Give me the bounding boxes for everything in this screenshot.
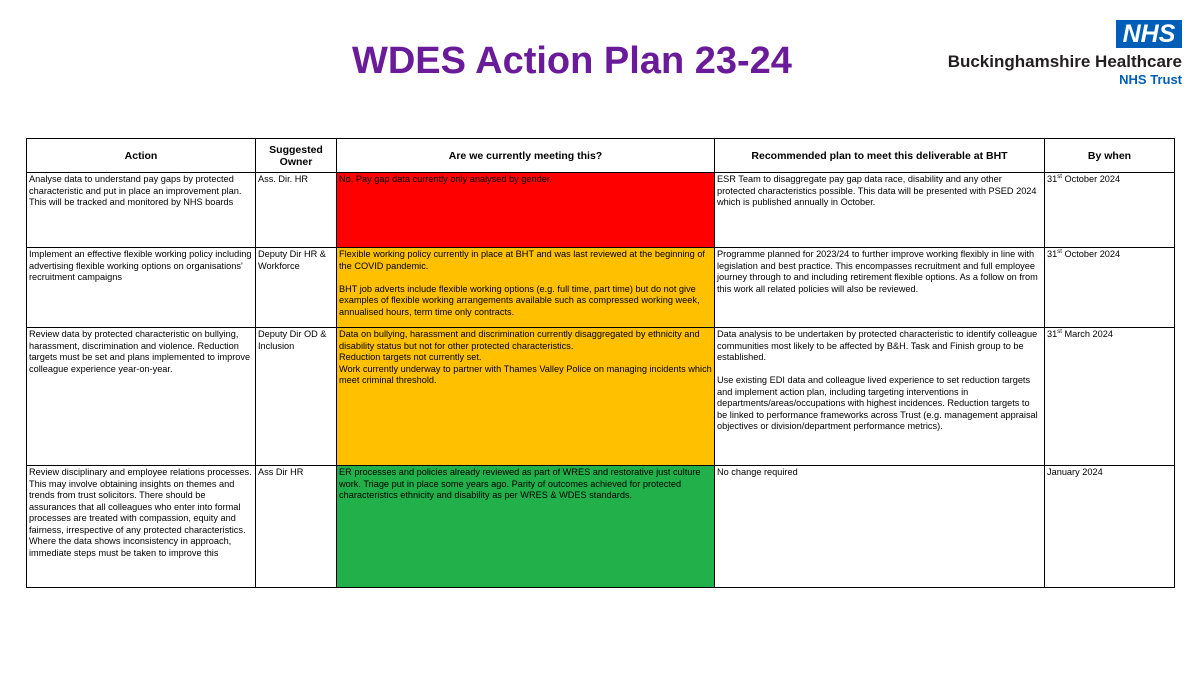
- when-rest: October 2024: [1061, 174, 1121, 184]
- when-cell: [1045, 248, 1175, 328]
- col-header-status: Are we currently meeting this?: [337, 139, 715, 173]
- when-cell: [1045, 466, 1175, 588]
- when-cell: [1045, 173, 1175, 248]
- col-header-plan: Recommended plan to meet this deliverable at BHT: [715, 139, 1045, 173]
- plan-cell: ESR Team to disaggregate pay gap data race, disability and any other protected characteristics possible. This data will be presented with PSED 2024 which is published annually in October.: [715, 173, 1045, 248]
- owner-cell: Ass Dir HR: [256, 466, 337, 588]
- owner-cell: Deputy Dir HR & Workforce: [256, 248, 337, 328]
- col-header-when: By when: [1045, 139, 1175, 173]
- table-row: [27, 328, 1175, 466]
- plan-cell: Programme planned for 2023/24 to further improve working flexibly in line with legislation and best practice. This encompasses recruitment and full employee journey through to and including retirement flexible options. As a follow on from this work all related policies will also be reviewed.: [715, 248, 1045, 328]
- nhs-logo: NHS: [1116, 20, 1182, 48]
- owner-cell: Deputy Dir OD & Inclusion: [256, 328, 337, 466]
- org-name: Buckinghamshire Healthcare: [947, 52, 1182, 71]
- when-day: 31: [1047, 174, 1058, 184]
- table-row: [27, 466, 1175, 588]
- table-row: [27, 173, 1175, 248]
- status-cell: Flexible working policy currently in place at BHT and was last reviewed at the beginning of the COVID pandemic. BHT job adverts include flexible working options (e.g. full time, part time) but do not give examples of flexible working arrangements available such as compressed working week, annualised hours, term time only contracts.: [337, 248, 715, 328]
- when-suffix: st: [1057, 328, 1062, 335]
- action-cell: Implement an effective flexible working policy including advertising flexible working options on organisations' recruitment campaigns: [27, 248, 256, 328]
- plan-cell: Data analysis to be undertaken by protected characteristic to identify colleague communities most likely to be affected by B&H. Task and Finish group to be established. Use existing EDI data and colleague lived experience to set reduction targets and implement action plan, including targeting interventions in departments/areas/occupations with highest incidences. Reduction targets to be linked to performance frameworks across Trust (e.g. management appraisal objectives or division/department performance metrics).: [715, 328, 1045, 466]
- action-plan-table: [26, 138, 1175, 588]
- when-suffix: st: [1057, 173, 1062, 180]
- when-rest: March 2024: [1061, 329, 1113, 339]
- when-rest: January 2024: [1047, 467, 1103, 477]
- when-rest: October 2024: [1061, 249, 1121, 259]
- table-row: [27, 248, 1175, 328]
- action-cell: Analyse data to understand pay gaps by protected characteristic and put in place an improvement plan. This will be tracked and monitored by NHS boards: [27, 173, 256, 248]
- table-header-row: [27, 139, 1175, 173]
- page-title: WDES Action Plan 23-24: [352, 40, 792, 82]
- status-cell: ER processes and policies already reviewed as part of WRES and restorative just culture work. Triage put in place some years ago. Parity of outcomes achieved for protected characteristics ethnicity and disability as per WRES & WDES standards.: [337, 466, 715, 588]
- action-cell: Review disciplinary and employee relations processes. This may involve obtaining insights on themes and trends from trust solicitors. There should be assurances that all colleagues who enter into formal processes are treated with compassion, equity and fairness, irrespective of any protected characteristics. Where the data shows inconsistency in approach, immediate steps must be taken to improve this: [27, 466, 256, 588]
- when-cell: [1045, 328, 1175, 466]
- status-cell: Data on bullying, harassment and discrimination currently disaggregated by ethnicity and disability status but not for other protected characteristics. Reduction targets not currently set. Work currently underway to partner with Thames Valley Police on managing incidents which meet criminal threshold.: [337, 328, 715, 466]
- org-subtitle: NHS Trust: [1119, 72, 1182, 87]
- plan-cell: No change required: [715, 466, 1045, 588]
- action-cell: Review data by protected characteristic on bullying, harassment, discrimination and violence. Reduction targets must be set and plans implemented to improve colleague experience year-on-year.: [27, 328, 256, 466]
- when-day: 31: [1047, 249, 1058, 259]
- col-header-action: Action: [27, 139, 256, 173]
- when-suffix: st: [1057, 248, 1062, 255]
- when-day: 31: [1047, 329, 1058, 339]
- status-cell: No. Pay gap data currently only analysed by gender.: [337, 173, 715, 248]
- owner-cell: Ass. Dir. HR: [256, 173, 337, 248]
- col-header-owner: Suggested Owner: [256, 139, 337, 173]
